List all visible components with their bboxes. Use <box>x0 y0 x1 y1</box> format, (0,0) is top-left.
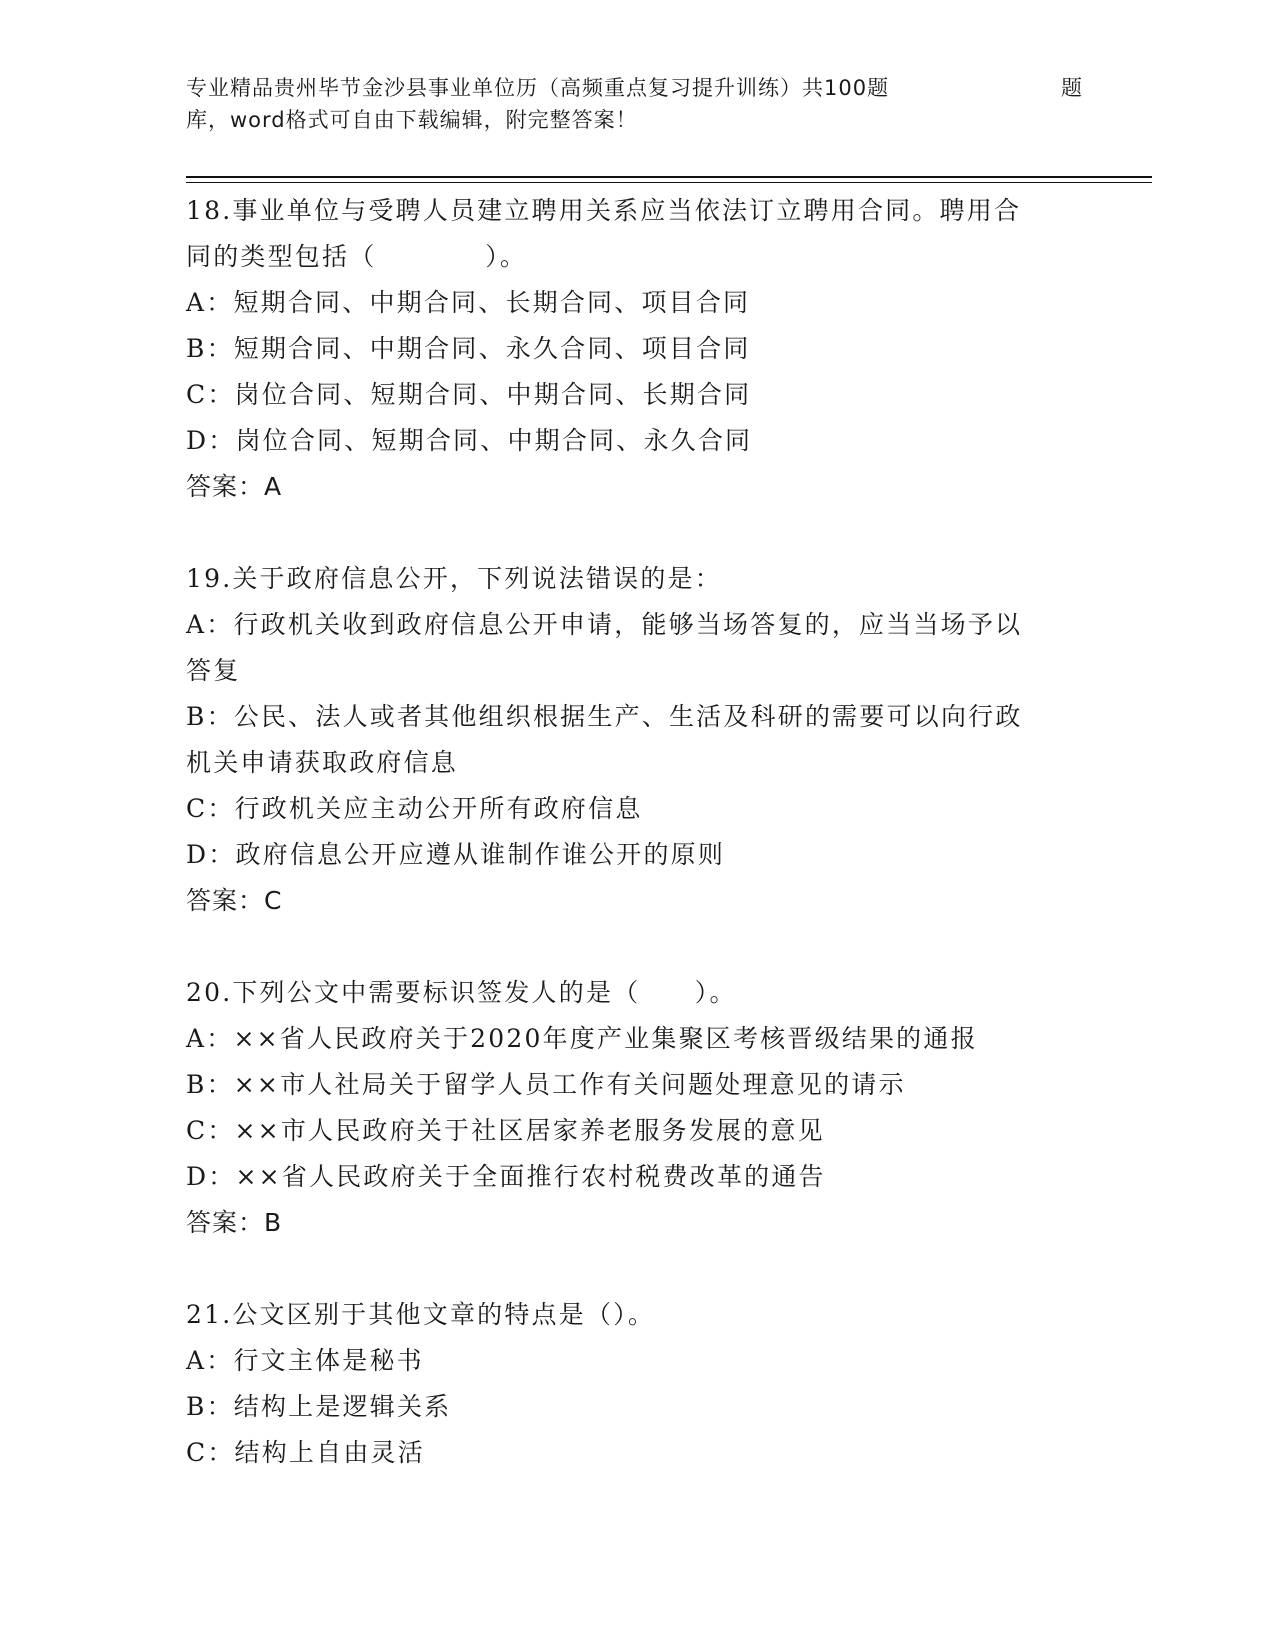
option-line: C：结构上自由灵活 <box>186 1438 425 1467</box>
question-text-line: 20.下列公文中需要标识签发人的是（ ）。 <box>186 978 737 1007</box>
question-text-line: 21.公文区别于其他文章的特点是（）。 <box>186 1300 656 1329</box>
question-block <box>186 1292 1086 1476</box>
page-header <box>186 72 1083 136</box>
option-line: B：结构上是逻辑关系 <box>186 1392 452 1421</box>
option-line: D：××省人民政府关于全面推行农村税费改革的通告 <box>186 1162 826 1191</box>
answer-line: 答案：B <box>186 1208 283 1237</box>
question-block <box>186 188 1086 510</box>
option-line: B：公民、法人或者其他组织根据生产、生活及科研的需要可以向行政 <box>186 702 1023 731</box>
question-text-line: 18.事业单位与受聘人员建立聘用关系应当依法订立聘用合同。聘用合 <box>186 196 1022 225</box>
header-title-line-1: 专业精品贵州毕节金沙县事业单位历（高频重点复习提升训练）共100题 <box>186 76 890 100</box>
answer-line: 答案：A <box>186 472 283 501</box>
header-rule-thick <box>186 176 1152 178</box>
option-line: 答复 <box>186 656 241 685</box>
option-line: B：短期合同、中期合同、永久合同、项目合同 <box>186 334 751 363</box>
option-line: A：××省人民政府关于2020年度产业集聚区考核晋级结果的通报 <box>186 1024 978 1053</box>
option-line: B：××市人社局关于留学人员工作有关问题处理意见的请示 <box>186 1070 906 1099</box>
question-list <box>186 188 1086 1522</box>
header-title-line-2: 库，word格式可自由下载编辑，附完整答案！ <box>186 108 638 132</box>
option-line: A：行文主体是秘书 <box>186 1346 424 1375</box>
question-text-line: 19.关于政府信息公开，下列说法错误的是： <box>186 564 722 593</box>
option-line: C：行政机关应主动公开所有政府信息 <box>186 794 643 823</box>
option-line: C：××市人民政府关于社区居家养老服务发展的意见 <box>186 1116 825 1145</box>
option-line: A：短期合同、中期合同、长期合同、项目合同 <box>186 288 751 317</box>
question-block <box>186 556 1086 924</box>
question-text-line: 同的类型包括（ ）。 <box>186 242 528 271</box>
option-line: A：行政机关收到政府信息公开申请，能够当场答复的，应当当场予以 <box>186 610 1023 639</box>
option-line: C：岗位合同、短期合同、中期合同、长期合同 <box>186 380 752 409</box>
option-line: D：岗位合同、短期合同、中期合同、永久合同 <box>186 426 753 455</box>
question-block <box>186 970 1086 1246</box>
header-rule-thin <box>186 182 1152 183</box>
option-line: D：政府信息公开应遵从谁制作谁公开的原则 <box>186 840 726 869</box>
answer-line: 答案：C <box>186 886 283 915</box>
option-line: 机关申请获取政府信息 <box>186 748 459 777</box>
header-title-tail: 题 <box>1061 76 1083 100</box>
